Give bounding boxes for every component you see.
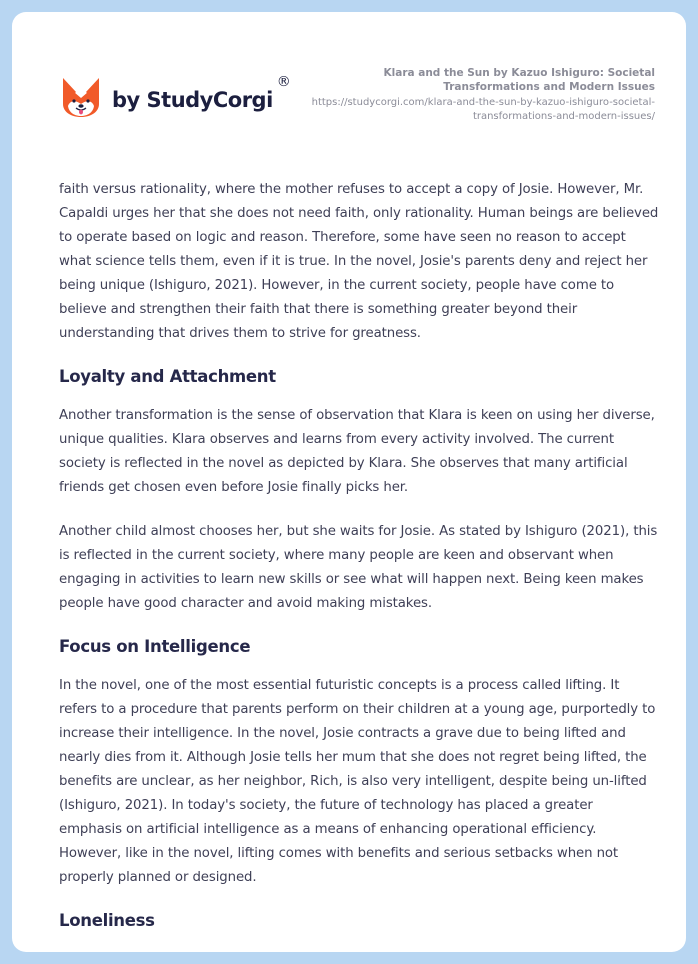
- section-heading-intelligence: Focus on Intelligence: [59, 637, 251, 656]
- document-meta: [295, 66, 655, 124]
- paragraph: Another child almost chooses her, but she waits for Josie. As stated by Ishiguro (2021), this is reflected in the current society, where many people are keen and observant when engaging in activities to learn new skills or see what will happen next. Being keen makes people have good character and avoid making mistakes.: [59, 524, 658, 611]
- studycorgi-logo[interactable]: [60, 76, 291, 118]
- section-heading-loyalty: Loyalty and Attachment: [59, 367, 276, 386]
- article-content: [59, 178, 659, 948]
- document-title: Klara and the Sun by Kazuo Ishiguro: Societal Transformations and Modern Issues: [383, 67, 655, 93]
- paragraph: faith versus rationality, where the mother refuses to accept a copy of Josie. However, Mr. Capaldi urges her that she does not need faith, only rationality. Human beings are believed to operate based on logic and reason. Therefore, some have seen no reason to accept what science tells them, even if it is true. In the novel, Josie's parents deny and reject her being unique (Ishiguro, 2021). However, in the current society, people have come to believe and strengthen their faith that there is something greater beyond their understanding that drives them to strive for greatness.: [59, 182, 659, 341]
- page-header: [12, 12, 686, 162]
- logo-text: by StudyCorgi: [112, 88, 273, 112]
- section-heading-loneliness: Loneliness: [59, 911, 155, 930]
- corgi-logo-icon: [60, 76, 102, 118]
- paragraph: Another transformation is the sense of observation that Klara is keen on using her diverse, unique qualities. Klara observes and learns from every activity involved. The current society is reflected in the novel as depicted by Klara. She observes that many artificial friends get chosen even before Josie finally picks her.: [59, 408, 655, 495]
- registered-mark: ®: [276, 74, 291, 90]
- paragraph: In the novel, one of the most essential futuristic concepts is a process called lifting. It refers to a procedure that parents perform on their children at a young age, purportedly to increase their intelligence. In the novel, Josie contracts a grave due to being lifted and nearly dies from it. Although Josie tells her mum that she does not regret being lifted, the benefits are unclear, as her neighbor, Rich, is also very intelligent, despite being un-lifted (Ishiguro, 2021). In today's society, the future of technology has placed a greater emphasis on artificial intelligence as a means of enhancing operational efficiency. However, like in the novel, lifting comes with benefits and serious setbacks when not properly planned or designed.: [59, 678, 656, 885]
- document-url[interactable]: https://studycorgi.com/klara-and-the-sun-by-kazuo-ishiguro-societal-transformations-and-modern-issues/: [311, 97, 655, 122]
- document-page: [12, 12, 686, 952]
